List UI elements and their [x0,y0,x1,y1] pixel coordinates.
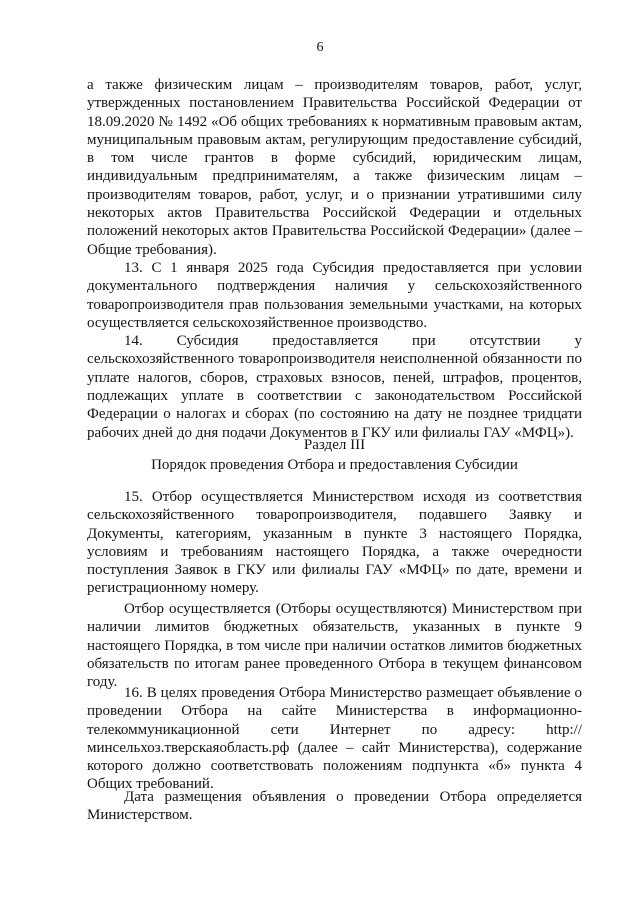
page-number: 6 [316,40,324,55]
paragraph-continuation: а также физическим лицам – производителям товаров, работ, услуг, утвержденных постановлением Правительства Российской Федерации от 18.09.2020 № 1492 «Об общих требованиях к нормативным правовым актам, муниципальным правовым актам, регулирующим предоставление субсидий, в том числе грантов в форме субсидий, юридическим лицам, индивидуальным предпринимателям, а также физическим лицам – производителям товаров, работ, услуг, и о признании утратившими силу некоторых актов Правительства Российской Федерации и отдельных положений некоторых актов Правительства Российской Федерации» (далее – Общие требования). [87,77,582,258]
section-title: Порядок проведения Отбора и предоставления Субсидии [151,457,518,473]
section-number: Раздел III [303,437,366,453]
paragraphs-before-section [87,76,582,442]
paragraph-15: 15. Отбор осуществляется Министерством исходя из соответствия сельскохозяйственного товаропроизводителя, подавшего Заявку и Документы, категориям, указанным в пункте 3 настоящего Порядка, условиям и требованиям настоящего Порядка, а также очередности поступления Заявок в ГКУ или филиалы ГАУ «МФЦ» по дате, времени и регистрационному номеру. [87,489,582,597]
paragraph-16-continuation-block [87,788,582,825]
paragraph-16-block [87,684,582,794]
paragraph-15-continuation: Отбор осуществляется (Отборы осуществляются) Министерством при наличии лимитов бюджетных обязательств, указанных в пункте 9 настоящего Порядка, в том числе при наличии остатков лимитов бюджетных обязательств по итогам ранее проведенного Отбора в текущем финансовом году. [87,601,582,691]
paragraph-14: 14. Субсидия предоставляется при отсутствии у сельскохозяйственного товаропроизводителя неисполненной обязанности по уплате налогов, сборов, страховых взносов, пеней, штрафов, процентов, подлежащих уплате в соответствии с законодательством Российской Федерации о налогах и сборах (по состоянию на дату не позднее тридцати рабочих дней до дня подачи Документов в ГКУ или филиалы ГАУ «МФЦ»). [87,333,582,441]
paragraph-13: 13. С 1 января 2025 года Субсидия предоставляется при условии документального подтверждения наличия у сельскохозяйственного товаропроизводителя прав пользования земельными участками, на которых осуществляется сельскохозяйственное производство. [87,259,582,331]
paragraph-16-continuation: Дата размещения объявления о проведении Отбора определяется Министерством. [87,789,582,824]
paragraph-15-block [87,488,582,598]
paragraph-15-continuation-block [87,600,582,691]
paragraph-16: 16. В целях проведения Отбора Министерство размещает объявление о проведении Отбора на сайте Министерства в информационно-телекоммуникационной сети Интернет по адресу: http://минсельхоз.тверскаяобласть.рф (далее – сайт Министерства), содержание которого должно соответствовать положениям подпункта «б» пункта 4 Общих требований. [87,685,582,793]
